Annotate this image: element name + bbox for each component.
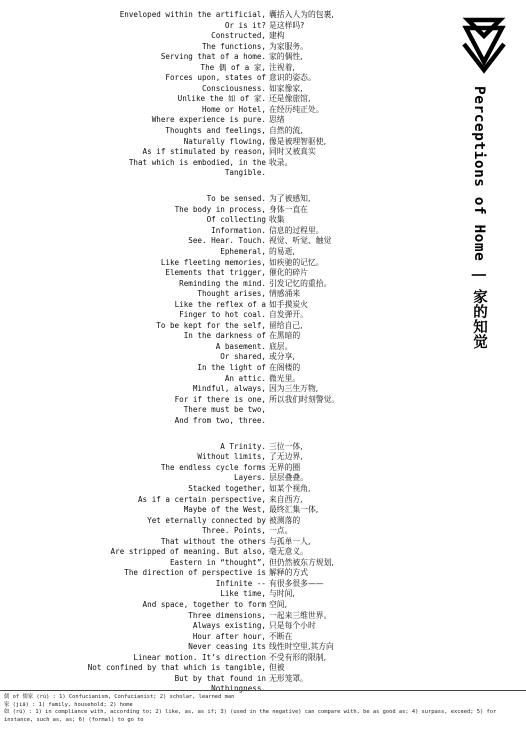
english-line: The functions, — [201, 41, 266, 51]
chinese-line: 因为三生万物, — [269, 384, 319, 394]
english-line: The body in process, — [174, 204, 266, 214]
poem-line — [30, 331, 460, 342]
chinese-line: 空间, — [269, 599, 288, 609]
glossary-entry: 家 (jiā) : 1) family, household; 2) home — [4, 701, 133, 708]
chinese-line: 思绪 — [269, 115, 285, 125]
english-line: Are stripped of meaning. But also, — [110, 547, 266, 557]
chinese-line: 底层。 — [269, 341, 293, 351]
poem-line — [30, 484, 460, 495]
poem-line — [30, 105, 460, 116]
chinese-line — [266, 405, 269, 416]
chinese-line: 与时间, — [269, 589, 295, 599]
poem-line — [30, 300, 460, 311]
chinese-line: 是这样吗? — [269, 20, 305, 30]
chinese-line: 在阁楼的 — [269, 363, 301, 372]
poem-line — [30, 405, 460, 416]
english-line: Enveloped within the artificial, — [119, 10, 266, 19]
english-line: See. Hear. Touch. — [188, 236, 266, 246]
english-line: Finger to hot coal. — [179, 310, 266, 320]
chinese-line: 的易逝, — [269, 246, 295, 256]
poem-line — [30, 516, 460, 527]
chinese-line: 但被 — [269, 663, 285, 673]
poem-line — [30, 205, 460, 216]
stanza — [30, 194, 460, 426]
chinese-line — [266, 168, 269, 179]
english-line: Without limits, — [197, 452, 266, 462]
chinese-line: 催化的碎片 — [269, 268, 308, 278]
poem-line — [30, 84, 460, 95]
poem-line — [30, 526, 460, 537]
english-line: A basement. — [215, 341, 266, 351]
chinese-line: 微光里。 — [269, 373, 301, 383]
chinese-line: 有很多很多—— — [269, 578, 324, 588]
english-line: And space, together to form — [142, 599, 266, 609]
glossary — [0, 690, 526, 724]
english-line: As if stimulated by reason, — [142, 147, 266, 157]
english-line: Stacked together, — [188, 483, 266, 493]
chinese-line: 层层叠叠。 — [269, 473, 308, 483]
chinese-line: 所以我们时刻警觉。 — [269, 394, 340, 404]
poem-line — [30, 611, 460, 622]
chinese-line: 留给自己, — [269, 320, 303, 330]
poem-line — [30, 374, 460, 385]
poem-line — [30, 247, 460, 258]
poem-line — [30, 115, 460, 126]
poem-line — [30, 236, 460, 247]
chinese-line: 了无边界, — [269, 452, 303, 462]
english-line: Naturally flowing, — [183, 136, 266, 146]
english-line: Consciousness. — [201, 83, 266, 93]
english-line: Or shared, — [220, 352, 266, 362]
chinese-line: 为了被感知, — [269, 194, 311, 204]
english-line: Thought arises, — [197, 289, 266, 299]
poem-line — [30, 21, 460, 32]
poem-line — [30, 137, 460, 148]
poem-line — [30, 342, 460, 353]
chinese-line: 信息的过程里。 — [269, 225, 324, 235]
chinese-line: 囊括入人为的包裹, — [269, 10, 334, 19]
poem-line — [30, 384, 460, 395]
chinese-line: 与孤单一人, — [269, 536, 311, 546]
english-line: Elements that trigger, — [165, 268, 266, 278]
stanza — [30, 10, 460, 179]
english-line: That without the others — [160, 536, 266, 546]
chinese-line: 建构 — [269, 31, 285, 41]
poem — [30, 10, 460, 710]
stanza — [30, 442, 460, 695]
chinese-line: 最终汇集一体, — [269, 505, 319, 515]
chinese-line: 引发记忆的重拾。 — [269, 278, 332, 288]
english-line: In the darkness of — [183, 331, 266, 341]
poem-line — [30, 621, 460, 632]
english-line: Never ceasing its — [188, 642, 266, 652]
poem-line — [30, 321, 460, 332]
poem-line — [30, 558, 460, 569]
chinese-line: 收集 — [269, 215, 285, 225]
poem-line — [30, 642, 460, 653]
chinese-line: 如某个视角, — [269, 483, 311, 493]
poem-line — [30, 395, 460, 406]
english-line: Three. Points, — [201, 526, 266, 536]
english-line: Like fleeting memories, — [160, 257, 266, 267]
poem-line — [30, 352, 460, 363]
chinese-line: 收录。 — [269, 157, 293, 167]
english-line: But by that found in — [174, 673, 266, 683]
poem-line — [30, 215, 460, 226]
poem-line — [30, 442, 460, 453]
chinese-line: 如家像家, — [269, 83, 303, 93]
english-line: Ephemeral, — [220, 246, 266, 256]
chinese-line: 一起来三维世界。 — [269, 610, 332, 620]
poem-line — [30, 674, 460, 685]
chinese-line: 三位一体, — [269, 441, 303, 451]
english-line: Eastern in “thought”, — [169, 557, 266, 567]
english-line: The 偶 of a 家, — [200, 62, 266, 72]
english-line: Or is it? — [224, 20, 266, 30]
english-line: Hour after hour, — [192, 631, 266, 641]
chinese-line: 像是被理智驱使, — [269, 136, 327, 146]
poem-line — [30, 473, 460, 484]
english-line: Maybe of the West, — [183, 505, 266, 515]
poem-line — [30, 416, 460, 427]
english-line: Like time, — [220, 589, 266, 599]
english-line: Like the reflex of a — [174, 299, 266, 309]
poem-line — [30, 147, 460, 158]
page-title: Perceptions of Home | 家的知觉 — [471, 86, 487, 350]
english-line: To be kept for the self, — [156, 320, 266, 330]
poem-line — [30, 268, 460, 279]
poem-line — [30, 310, 460, 321]
english-line: That which is embodied, in the — [128, 157, 266, 167]
english-line: As if a certain perspective, — [137, 494, 266, 504]
chinese-line: 自然的流, — [269, 126, 303, 136]
english-line: Yet eternally connected by — [147, 515, 266, 525]
chinese-line: 意识的姿态。 — [269, 73, 316, 83]
english-line: Tangible. — [224, 168, 266, 178]
english-line: Nothingness. — [211, 684, 266, 694]
poem-line — [30, 94, 460, 105]
poem-line — [30, 73, 460, 84]
chinese-line: 线性时空里,其方向 — [269, 642, 334, 652]
chinese-line: 如疾驰的记忆。 — [269, 257, 324, 267]
poem-line — [30, 547, 460, 558]
chinese-line: 自发弹开。 — [269, 310, 308, 320]
poem-line — [30, 632, 460, 643]
poem-line — [30, 158, 460, 169]
chinese-line: 身体一直在 — [269, 204, 308, 214]
chinese-line: 毫无意义。 — [269, 547, 308, 557]
english-line: Thoughts and feelings, — [165, 126, 266, 136]
chinese-line: 不断在 — [269, 631, 293, 641]
english-line: Always existing, — [192, 621, 266, 631]
chinese-line: 或分享, — [269, 352, 295, 362]
poem-line — [30, 589, 460, 600]
english-line: Not confined by that which is tangible, — [87, 663, 266, 673]
english-line: Infinite -- — [215, 578, 266, 588]
chinese-line: 但仍然被东方规划, — [269, 557, 334, 567]
chinese-line: 只是每个小时 — [269, 621, 316, 631]
poem-line — [30, 452, 460, 463]
poem-line — [30, 463, 460, 474]
poem-line — [30, 568, 460, 579]
poem-line — [30, 653, 460, 664]
chinese-line: 被测落的 — [269, 515, 301, 525]
chinese-line: 在黑暗的 — [269, 331, 301, 341]
chinese-line: 注视着, — [269, 62, 295, 72]
chinese-line: 不受有形的限制, — [269, 652, 327, 662]
chinese-line: 无形笼罩。 — [269, 673, 308, 683]
english-line: Reminding the mind. — [179, 278, 266, 288]
chinese-line: 还是像旅馆, — [269, 94, 311, 104]
english-line: Forces upon, states of — [165, 73, 266, 83]
poem-line — [30, 10, 460, 21]
poem-line — [30, 63, 460, 74]
english-line: Constructed, — [211, 31, 266, 41]
poem-line — [30, 226, 460, 237]
english-line: Where experience is pure. — [151, 115, 266, 125]
poem-line — [30, 31, 460, 42]
english-line: Home or Hotel, — [201, 104, 266, 114]
chinese-line: 在经历纯正处。 — [269, 104, 324, 114]
poem-line — [30, 52, 460, 63]
poem-line — [30, 126, 460, 137]
english-line: There must be two, — [183, 405, 266, 415]
chinese-line: 家的偶性, — [269, 52, 303, 62]
chinese-line: 同时又被真实 — [269, 147, 316, 157]
poem-line — [30, 579, 460, 590]
english-line: Mindful, always, — [192, 384, 266, 394]
glossary-entry: 儒 of 儒家 (rú) : 1) Confucianism, Confucianist; 2) scholar, learned man — [4, 694, 235, 700]
poem-line — [30, 279, 460, 290]
poem-line — [30, 289, 460, 300]
poem-line — [30, 537, 460, 548]
chinese-line: 为家服务。 — [269, 41, 308, 51]
english-line: The endless cycle forms — [160, 462, 266, 472]
english-line: For if there is one, — [174, 394, 266, 404]
chinese-line: 一点。 — [269, 526, 293, 536]
house-logo-icon — [460, 14, 508, 74]
english-line: The direction of perspective is — [124, 568, 266, 578]
english-line: Serving that of a home. — [160, 52, 266, 62]
english-line: Information. — [211, 225, 266, 235]
poem-line — [30, 600, 460, 611]
chinese-line: 无界的圈 — [269, 462, 301, 472]
poem-line — [30, 363, 460, 374]
chinese-line — [266, 416, 269, 427]
english-line: In the light of — [197, 363, 266, 372]
chinese-line: 视觉、听觉、触觉 — [269, 236, 332, 246]
english-line: An attic. — [224, 373, 266, 383]
english-line: Unlike the 如 of 家. — [177, 94, 266, 104]
poem-line — [30, 495, 460, 506]
chinese-line: 如手摸炭火 — [269, 299, 308, 309]
english-line: A Trinity. — [220, 441, 266, 451]
english-line: Linear motion. It’s direction — [133, 652, 266, 662]
english-line: And from two, three. — [174, 415, 266, 425]
english-line: To be sensed. — [206, 194, 266, 204]
chinese-line: 解释的方式 — [269, 568, 308, 578]
glossary-entry: 如 (rú) : 1) in compliance with, according to; 2) like, as, as if; 3) (used in the negative) can compare with, be as good as; 4) surpass, exceed; 5) for instance, such as, as; 6) (formal) to go to — [4, 709, 497, 723]
poem-line — [30, 194, 460, 205]
english-line: Of collecting — [206, 215, 266, 225]
english-line: Layers. — [233, 473, 266, 483]
chinese-line: 来自西方, — [269, 494, 303, 504]
chinese-line: 情感涌来 — [269, 289, 301, 299]
english-line: Three dimensions, — [188, 610, 266, 620]
poem-line — [30, 42, 460, 53]
poem-line — [30, 168, 460, 179]
poem-line — [30, 258, 460, 269]
poem-line — [30, 663, 460, 674]
poem-line — [30, 505, 460, 516]
